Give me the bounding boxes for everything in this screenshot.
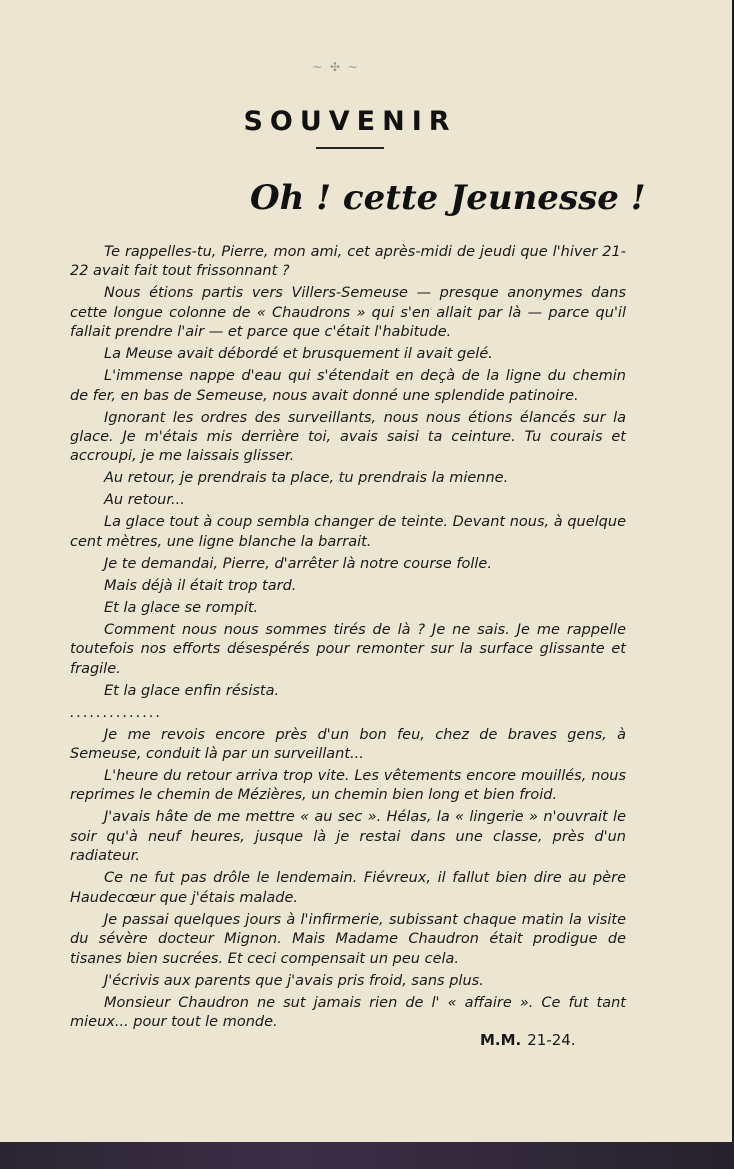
paragraph: Au retour... [104, 492, 185, 509]
paragraph: La Meuse avait débordé et brusquement il avait gelé. [104, 346, 493, 363]
paragraph: Et la glace se rompit. [104, 599, 259, 616]
ornament: ~ ✣ ~ [312, 60, 360, 74]
ellipsis-separator: .............. [70, 704, 163, 721]
paragraph: Je te demandai, Pierre, d'arrêter là notre course folle. [104, 555, 492, 572]
signature-years: 21-24. [527, 1031, 576, 1049]
paragraph: L'immense nappe d'eau qui s'étendait en deçà de la ligne du chemin de fer, en bas de Semeuse, nous avait donné une splendide patinoire. [70, 368, 626, 404]
signature [480, 1031, 576, 1049]
paragraph: Je me revois encore près d'un bon feu, chez de braves gens, à Semeuse, conduit là par un surveillant... [70, 726, 626, 763]
paragraph: J'avais hâte de me mettre « au sec ». Hélas, la « lingerie » n'ouvrait le soir qu'à neuf heures, jusque là je restai dans une classe, près d'un radiateur. [70, 809, 626, 865]
signature-initials: M.M. [480, 1031, 522, 1049]
paragraph: Nous étions partis vers Villers-Semeuse — presque anonymes dans cette longue colonne de « Chaudrons » qui s'en allait par là — parce qu'il fallait prendre l'air — et parce que c'était l'habitude. [70, 285, 626, 341]
paragraph: Te rappelles-tu, Pierre, mon ami, cet après-midi de jeudi que l'hiver 21-22 avait fait tout frissonnant ? [70, 244, 626, 280]
paragraph: La glace tout à coup sembla changer de teinte. Devant nous, à quelque cent mètres, une ligne blanche la barrait. [70, 514, 626, 550]
paragraph: J'écrivis aux parents que j'avais pris froid, sans plus. [104, 972, 484, 989]
paragraph: Mais déjà il était trop tard. [104, 577, 297, 594]
section-heading: SOUVENIR [243, 106, 457, 137]
article-title: Oh ! cette Jeunesse ! [250, 178, 646, 218]
article-body [70, 243, 626, 1035]
paragraph: Je passai quelques jours à l'infirmerie, subissant chaque matin la visite du sévère docteur Mignon. Mais Madame Chaudron était prodigue de tisanes bien sucrées. Et ceci compensait un peu cela. [70, 911, 626, 967]
paragraph: L'heure du retour arriva trop vite. Les vêtements encore mouillés, nous reprimes le chemin de Mézières, un chemin bien long et bien froid. [70, 768, 626, 804]
heading-underline [316, 147, 384, 149]
paragraph: Monsieur Chaudron ne sut jamais rien de l' « affaire ». Ce fut tant mieux... pour tout le monde. [70, 994, 626, 1030]
paragraph: Au retour, je prendrais ta place, tu prendrais la mienne. [104, 470, 509, 487]
paragraph: Ignorant les ordres des surveillants, nous nous étions élancés sur la glace. Je m'étais mis derrière toi, avais saisi ta ceinture. Tu courais et accroupi, je me laissais glisser. [70, 409, 626, 465]
paragraph: Ce ne fut pas drôle le lendemain. Fiévreux, il fallut bien dire au père Haudecœur que j'étais malade. [70, 870, 626, 906]
paragraph: Comment nous nous sommes tirés de là ? Je ne sais. Je me rappelle toutefois nos efforts désespérés pour remonter sur la surface glissante et fragile. [70, 621, 626, 677]
paragraph: Et la glace enfin résista. [104, 682, 280, 699]
page-bottom-edge [0, 1142, 734, 1169]
